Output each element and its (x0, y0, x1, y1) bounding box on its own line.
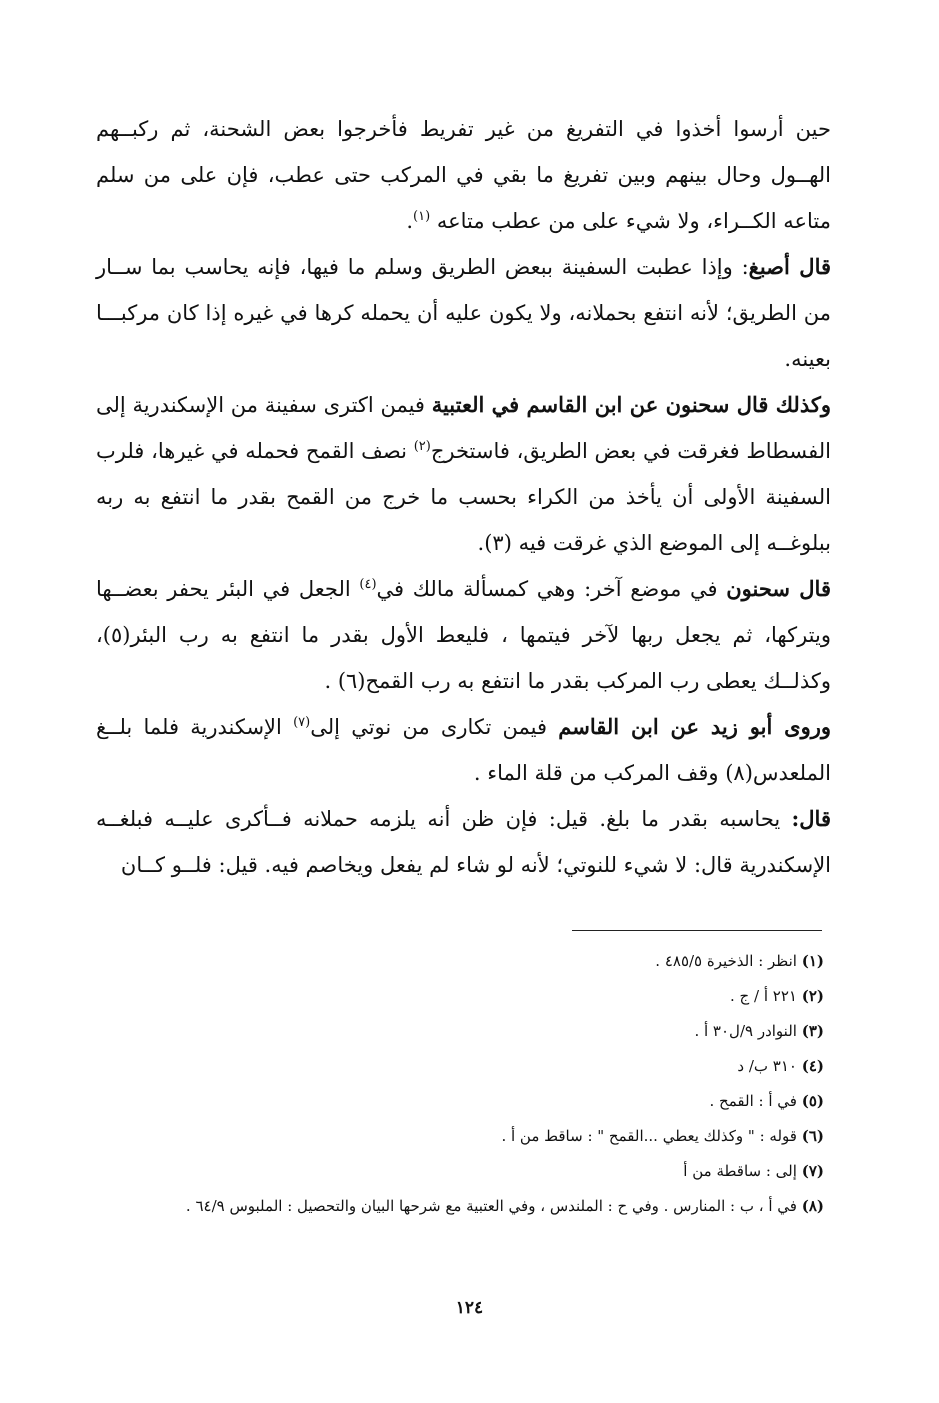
paragraph-text: حين أرسوا أخذوا في التفريغ من غير تفريط فأخرجوا بعض الشحنة، ثم ركبــهم الهــول وحال بينهم وبين تفريغ ما بقي في المركب حتى عطب، فإن على من سلم متاعه الكــراء، ولا شيء على من عطب متاعه (96, 117, 831, 233)
page-number: ١٢٤ (455, 1298, 484, 1318)
footnote-number: (٥) (801, 1092, 824, 1110)
paragraph-text: في موضع آخر: وهي كمسألة مالك في (376, 577, 727, 601)
paragraph-text: يحاسبه بقدر ما بلغ. قيل: فإن ظن أنه يلزمه حملانه فــأكرى عليــه فبلغــه الإسكندرية قال: لا شيء للنوتي؛ لأنه لو شاء لم يفعل ويخاصم فيه. قيل: فلــو كــان (96, 807, 831, 877)
footnote-separator (572, 930, 822, 931)
footnote-number: (١) (801, 952, 824, 970)
footnote-text: قوله : " وكذلك يعطي ...القمح " : ساقط من أ . (501, 1127, 797, 1145)
footnote-number: (٤) (801, 1057, 824, 1075)
footnote-number: (٣) (801, 1022, 824, 1040)
footnote-number: (٨) (801, 1197, 824, 1215)
paragraph-1 (96, 106, 831, 244)
footnote-reference: (٢) (413, 439, 431, 454)
footnote-text: في أ ، ب : المنارس . وفي ح : الملندس ، وفي العتبية مع شرحها البيان والتحصيل : الملبوس ٦٤/٩ . (185, 1197, 797, 1215)
footnote-number: (٢) (801, 987, 824, 1005)
paragraph-4 (96, 566, 831, 704)
paragraph-lead: قال سحنون (726, 576, 831, 601)
paragraph-6 (96, 796, 831, 888)
paragraph-text: : وإذا عطبت السفينة ببعض الطريق وسلم ما فيها، فإنه يحاسب بما ســار من الطريق؛ لأنه انتفع بحملانه، ولا يكون عليه أن يحمله كرها في غيره إذا كان مركبـــا بعينه. (96, 255, 831, 371)
footnote-reference: (١) (413, 209, 431, 224)
footnote-reference: (٤) (359, 577, 377, 592)
footnote-text: في أ : القمح . (709, 1092, 797, 1110)
paragraph-lead: قال: (791, 806, 831, 831)
paragraph-text: فيمن اكترى سفينة من الإسكندرية إلى الفسطاط فغرقت في بعض الطريق، فاستخرج (96, 393, 831, 463)
footnote-text: النوادر ٩/ل٣٠ أ . (694, 1022, 797, 1040)
footnote-text: إلى : ساقطة من أ (683, 1162, 797, 1180)
footnote-text: ٣١٠ ب/ د (737, 1057, 797, 1075)
footnote-4 (120, 1049, 824, 1084)
paragraph-tail: الإسكندرية فلما بلــغ الملعدس(٨) وقف المركب من قلة الماء . (96, 715, 831, 785)
footnote-7 (120, 1154, 824, 1189)
footnote-1 (120, 944, 824, 979)
footnote-6 (120, 1119, 824, 1154)
paragraph-tail: الجعل في البئر يحفر بعضــها ويتركها، ثم يجعل ربها لآخر فيتمها ، فليعط الأول بقدر ما انتفع به رب البئر(٥)، وكذلــك يعطى رب المركب بقدر ما انتفع به رب القمح(٦) . (96, 577, 831, 693)
footnote-number: (٧) (801, 1162, 824, 1180)
footnote-text: انظر : الذخيرة ٤٨٥/٥ . (655, 952, 797, 970)
paragraph-tail: نصف القمح فحمله في غيرها، فلرب السفينة الأولى أن يأخذ من الكراء بحسب ما خرج من القمح بقدر ما انتفع به ربه ببلوغــه إلى الموضع الذي غرقت فيه (٣). (96, 439, 831, 555)
paragraph-2 (96, 244, 831, 382)
footnote-8 (120, 1189, 824, 1224)
main-text (96, 106, 831, 888)
footnote-2 (120, 979, 824, 1014)
footnote-text: ٢٢١ أ / ج . (730, 987, 797, 1005)
footnotes (120, 944, 824, 1224)
footnote-number: (٦) (801, 1127, 824, 1145)
footnote-3 (120, 1014, 824, 1049)
paragraph-lead: قال أصبغ (748, 254, 832, 279)
footnote-reference: (٧) (293, 715, 311, 730)
paragraph-5 (96, 704, 831, 796)
paragraph-tail: . (406, 209, 413, 233)
footnote-5 (120, 1084, 824, 1119)
paragraph-lead: وكذلك قال سحنون عن ابن القاسم في العتبية (431, 392, 831, 417)
paragraph-lead: وروى أبو زيد عن ابن القاسم (558, 714, 831, 739)
paragraph-3 (96, 382, 831, 566)
paragraph-text: فيمن تكارى من نوتي إلى (310, 715, 559, 739)
